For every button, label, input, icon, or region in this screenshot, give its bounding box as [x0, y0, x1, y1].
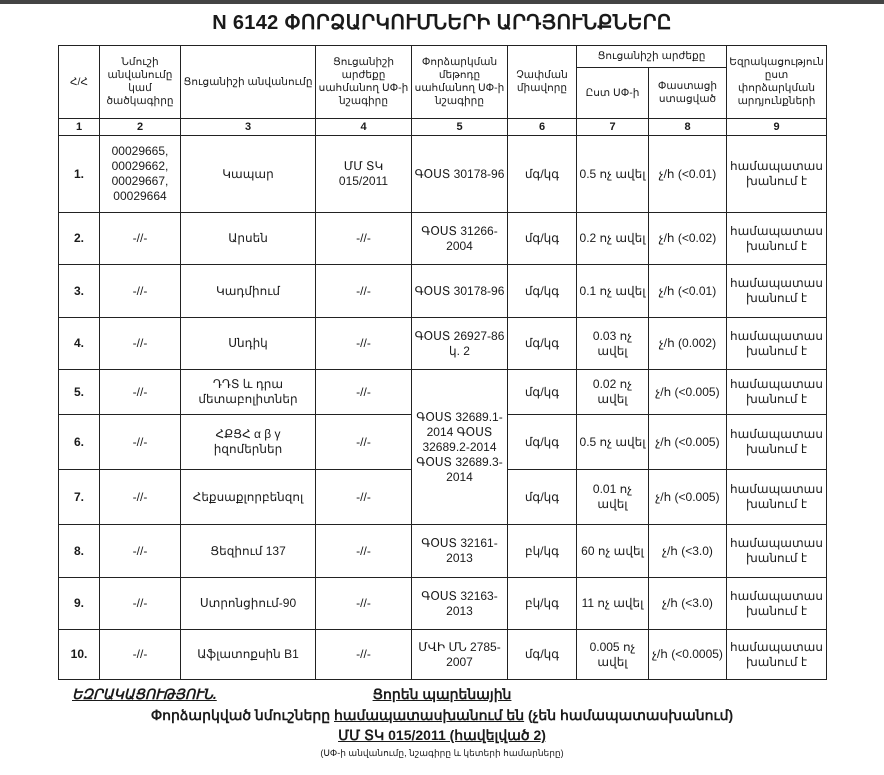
actual-value: չ/հ (<0.0005)	[649, 630, 727, 680]
indicator-name: ՀՔՑՀ α β γ իզոմերներ	[181, 415, 316, 470]
header-index: Հ/Հ	[59, 46, 100, 119]
row-number: 10.	[59, 630, 100, 680]
conclusion-label: ԵԶՐԱԿԱՑՈՒԹՅՈՒՆ.	[72, 686, 217, 702]
unit: մգ/կգ	[508, 630, 577, 680]
unit: մգ/կգ	[508, 470, 577, 525]
norm-standard: -//-	[316, 630, 412, 680]
indicator-name: Կապար	[181, 136, 316, 213]
table-row	[59, 318, 827, 370]
conclusion: համապատաս խանում է	[727, 578, 827, 630]
col-number: 8	[649, 119, 727, 136]
product-name: Ցորեն պարենային	[372, 686, 512, 702]
limit-value: 0.5 ոչ ավել	[577, 415, 649, 470]
method-standard: ԳՕՍՏ 32163-2013	[412, 578, 508, 630]
col-number: 3	[181, 119, 316, 136]
actual-value: չ/հ (<0.005)	[649, 415, 727, 470]
sample-code: -//-	[100, 370, 181, 415]
norm-standard: -//-	[316, 265, 412, 318]
table-row	[59, 525, 827, 578]
conclusion: համապատաս խանում է	[727, 630, 827, 680]
conclusion: համապատաս խանում է	[727, 525, 827, 578]
limit-value: 0.1 ոչ ավել	[577, 265, 649, 318]
indicator-name: Կադմիում	[181, 265, 316, 318]
conclusion-line2	[0, 707, 884, 724]
page-title: N 6142 ՓՈՐՁԱՐԿՈՒՄՆԵՐԻ ԱՐԴՅՈՒՆՔՆԵՐԸ	[212, 12, 672, 34]
row-number: 6.	[59, 415, 100, 470]
sample-code: -//-	[100, 415, 181, 470]
indicator-name: Աֆլատոքսին B1	[181, 630, 316, 680]
col-number: 4	[316, 119, 412, 136]
limit-value: 0.02 ոչ ավել	[577, 370, 649, 415]
conclusion: համապատաս խանում է	[727, 318, 827, 370]
header-limit: Ըստ ՍՓ-ի	[577, 68, 649, 119]
indicator-name: Հեքսաքլորբենզոլ	[181, 470, 316, 525]
actual-value: չ/հ (0.002)	[649, 318, 727, 370]
norm-standard: -//-	[316, 415, 412, 470]
indicator-name: Արսեն	[181, 213, 316, 265]
header-value: Ցուցանիշի արժեքը	[577, 46, 727, 68]
limit-value: 0.03 ոչ ավել	[577, 318, 649, 370]
unit: մգ/կգ	[508, 415, 577, 470]
actual-value: չ/հ (<0.02)	[649, 213, 727, 265]
sample-code: -//-	[100, 630, 181, 680]
method-standard: ԳՕՍՏ 30178-96	[412, 265, 508, 318]
actual-value: չ/հ (<3.0)	[649, 578, 727, 630]
header-method: Փորձարկման մեթոդը սահմանող ՍՓ-ի նշագիրը	[412, 46, 508, 119]
results-table	[58, 45, 827, 680]
col-number: 5	[412, 119, 508, 136]
conclusion-alt: (չեն համապատասխանում)	[524, 707, 734, 723]
col-number: 1	[59, 119, 100, 136]
sample-code: -//-	[100, 470, 181, 525]
sample-code: 00029665, 00029662, 00029667, 00029664	[100, 136, 181, 213]
actual-value: չ/հ (<3.0)	[649, 525, 727, 578]
method-standard: ԳՕՍՏ 32161-2013	[412, 525, 508, 578]
table-row	[59, 578, 827, 630]
unit: մգ/կգ	[508, 265, 577, 318]
method-standard: ԳՕՍՏ 31266-2004	[412, 213, 508, 265]
indicator-name: Սնդիկ	[181, 318, 316, 370]
norm-standard: -//-	[316, 318, 412, 370]
col-number: 9	[727, 119, 827, 136]
row-number: 8.	[59, 525, 100, 578]
unit: մգ/կգ	[508, 318, 577, 370]
indicator-name: Ստրոնցիում-90	[181, 578, 316, 630]
conclusion-text: Փորձարկված նմուշները	[150, 707, 334, 723]
sample-code: -//-	[100, 578, 181, 630]
col-number: 6	[508, 119, 577, 136]
header-indicator: Ցուցանիշի անվանումը	[181, 46, 316, 119]
conclusion: համապատաս խանում է	[727, 136, 827, 213]
indicator-name: Ցեզիում 137	[181, 525, 316, 578]
actual-value: չ/հ (<0.01)	[649, 265, 727, 318]
conclusion-standard: ՄՄ ՏԿ 015/2011 (հավելված 2)	[338, 727, 546, 743]
table-row	[59, 370, 827, 415]
conclusion: համապատաս խանում է	[727, 265, 827, 318]
row-number: 2.	[59, 213, 100, 265]
conclusion: համապատաս խանում է	[727, 213, 827, 265]
row-number: 3.	[59, 265, 100, 318]
table-row	[59, 136, 827, 213]
header-sample: Նմուշի անվանումը կամ ծածկագիրը	[100, 46, 181, 119]
table-row	[59, 213, 827, 265]
limit-value: 60 ոչ ավել	[577, 525, 649, 578]
header-actual: Փաստացի ստացված	[649, 68, 727, 119]
sample-code: -//-	[100, 213, 181, 265]
unit: մգ/կգ	[508, 213, 577, 265]
method-standard: ԳՕՍՏ 30178-96	[412, 136, 508, 213]
unit: մգ/կգ	[508, 136, 577, 213]
table-row	[59, 265, 827, 318]
limit-value: 11 ոչ ավել	[577, 578, 649, 630]
norm-standard: -//-	[316, 578, 412, 630]
header-unit: Չափման միավորը	[508, 46, 577, 119]
actual-value: չ/հ (<0.005)	[649, 370, 727, 415]
limit-value: 0.005 ոչ ավել	[577, 630, 649, 680]
row-number: 7.	[59, 470, 100, 525]
scan-edge	[0, 0, 884, 4]
conclusion-line1	[0, 686, 884, 703]
sample-code: -//-	[100, 525, 181, 578]
limit-value: 0.01 ոչ ավել	[577, 470, 649, 525]
row-number: 1.	[59, 136, 100, 213]
conclusion: համապատաս խանում է	[727, 370, 827, 415]
method-standard: ՄՎԻ ՄՆ 2785-2007	[412, 630, 508, 680]
table-row	[59, 630, 827, 680]
row-number: 5.	[59, 370, 100, 415]
norm-standard: -//-	[316, 525, 412, 578]
norm-standard: ՄՄ ՏԿ 015/2011	[316, 136, 412, 213]
limit-value: 0.5 ոչ ավել	[577, 136, 649, 213]
actual-value: չ/հ (<0.01)	[649, 136, 727, 213]
conclusion: համապատաս խանում է	[727, 415, 827, 470]
conclusion-verdict: համապատասխանում են	[334, 707, 525, 723]
actual-value: չ/հ (<0.005)	[649, 470, 727, 525]
row-number: 9.	[59, 578, 100, 630]
column-numbers-row	[59, 119, 827, 136]
norm-standard: -//-	[316, 213, 412, 265]
row-number: 4.	[59, 318, 100, 370]
unit: մգ/կգ	[508, 370, 577, 415]
sample-code: -//-	[100, 318, 181, 370]
indicator-name: ԴԴՏ և դրա մետաբոլիտներ	[181, 370, 316, 415]
col-number: 7	[577, 119, 649, 136]
unit: բկ/կգ	[508, 578, 577, 630]
col-number: 2	[100, 119, 181, 136]
sample-code: -//-	[100, 265, 181, 318]
method-standard: ԳՕՍՏ 32689.1-2014 ԳՕՍՏ 32689.2-2014 ԳՕՍՏ 32689.3-2014	[412, 370, 508, 525]
norm-standard: -//-	[316, 470, 412, 525]
method-standard: ԳՕՍՏ 26927-86 կ. 2	[412, 318, 508, 370]
norm-standard: -//-	[316, 370, 412, 415]
conclusion: համապատաս խանում է	[727, 470, 827, 525]
limit-value: 0.2 ոչ ավել	[577, 213, 649, 265]
header-norm: Ցուցանիշի արժեքը սահմանող ՍՓ-ի նշագիրը	[316, 46, 412, 119]
conclusion-note: (ՍՓ-ի անվանումը, նշագիրը և կետերի համարները)	[320, 748, 564, 758]
header-conclusion: Եզրակացություն ըստ փորձարկման արդյունքների	[727, 46, 827, 119]
unit: բկ/կգ	[508, 525, 577, 578]
